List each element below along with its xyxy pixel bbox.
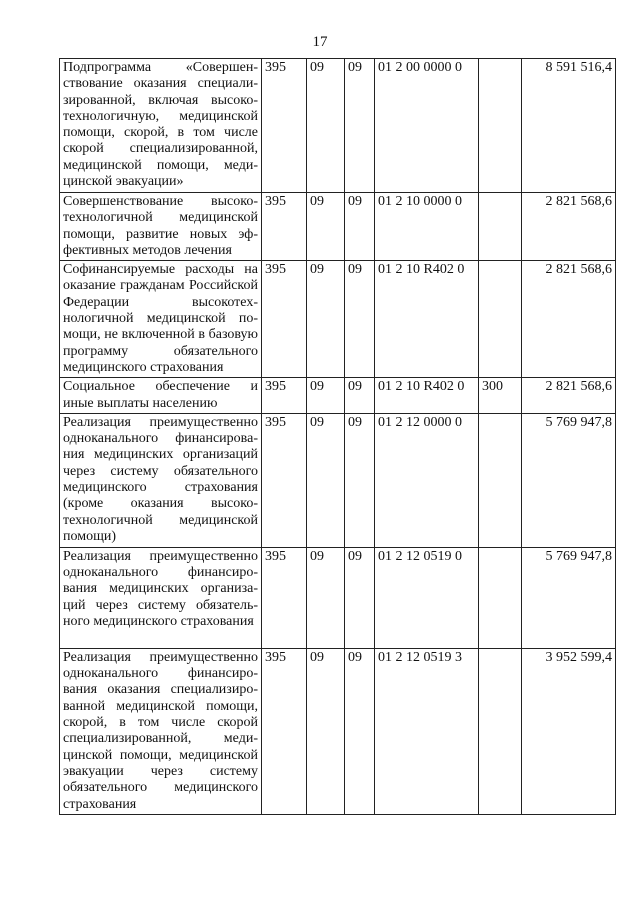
table-row	[60, 378, 616, 414]
budget-table	[59, 58, 616, 815]
ministry-code: 395	[262, 261, 307, 378]
subsection-code: 09	[345, 193, 375, 261]
expense-type-code	[479, 547, 522, 648]
section-code: 09	[307, 193, 345, 261]
amount: 5 769 947,8	[522, 413, 616, 547]
ministry-code: 395	[262, 378, 307, 414]
row-name: Совершенствование высокотехнологичной медицинской помощи, развитие новых эффективных методов лечения	[60, 193, 262, 261]
ministry-code: 395	[262, 413, 307, 547]
table-row	[60, 261, 616, 378]
row-name: Социальное обеспечение и иные выплаты населению	[60, 378, 262, 414]
target-code: 01 2 00 0000 0	[375, 59, 479, 193]
row-name: Реализация преимущественно одноканального финансирования медицинских организаций через систему обязательного медицинского страхования	[60, 547, 262, 648]
section-code: 09	[307, 648, 345, 814]
table-row	[60, 648, 616, 814]
page-number: 17	[312, 34, 328, 50]
row-name: Реализация преимущественно одноканального финансирования оказания специализированной медицинской помощи, скорой, в том числе скорой специализированной, медицинской помощи, медицинской эвакуации через систему обязательного медицинского страхования	[60, 648, 262, 814]
amount: 2 821 568,6	[522, 193, 616, 261]
expense-type-code	[479, 413, 522, 547]
target-code: 01 2 10 R402 0	[375, 378, 479, 414]
section-code: 09	[307, 413, 345, 547]
amount: 2 821 568,6	[522, 378, 616, 414]
target-code: 01 2 12 0519 3	[375, 648, 479, 814]
amount: 2 821 568,6	[522, 261, 616, 378]
expense-type-code	[479, 193, 522, 261]
expense-type-code	[479, 261, 522, 378]
section-code: 09	[307, 59, 345, 193]
table-row	[60, 193, 616, 261]
section-code: 09	[307, 547, 345, 648]
row-name: Реализация преимущественно одноканального финансирования медицинских организаций через систему обязательного медицинского страхования (кроме оказания высокотехнологичной медицинской помощи)	[60, 413, 262, 547]
section-code: 09	[307, 378, 345, 414]
ministry-code: 395	[262, 59, 307, 193]
amount: 3 952 599,4	[522, 648, 616, 814]
table-row	[60, 547, 616, 648]
expense-type-code	[479, 59, 522, 193]
table-row	[60, 413, 616, 547]
subsection-code: 09	[345, 59, 375, 193]
expense-type-code	[479, 648, 522, 814]
ministry-code: 395	[262, 193, 307, 261]
section-code: 09	[307, 261, 345, 378]
amount: 8 591 516,4	[522, 59, 616, 193]
target-code: 01 2 10 0000 0	[375, 193, 479, 261]
ministry-code: 395	[262, 648, 307, 814]
subsection-code: 09	[345, 547, 375, 648]
target-code: 01 2 10 R402 0	[375, 261, 479, 378]
expense-type-code: 300	[479, 378, 522, 414]
row-name: Софинансируемые расходы на оказание гражданам Российской Федерации высокотехнологичной медицинской помощи, не включенной в базовую программу обязательного медицинского страхования	[60, 261, 262, 378]
subsection-code: 09	[345, 648, 375, 814]
amount: 5 769 947,8	[522, 547, 616, 648]
table-row	[60, 59, 616, 193]
ministry-code: 395	[262, 547, 307, 648]
subsection-code: 09	[345, 261, 375, 378]
target-code: 01 2 12 0000 0	[375, 413, 479, 547]
subsection-code: 09	[345, 413, 375, 547]
row-name: Подпрограмма «Совершенствование оказания специализированной, включая высокотехнологичную, медицинской помощи, скорой, в том числе скорой специализированной, медицинской помощи, медицинской эвакуации»	[60, 59, 262, 193]
target-code: 01 2 12 0519 0	[375, 547, 479, 648]
subsection-code: 09	[345, 378, 375, 414]
